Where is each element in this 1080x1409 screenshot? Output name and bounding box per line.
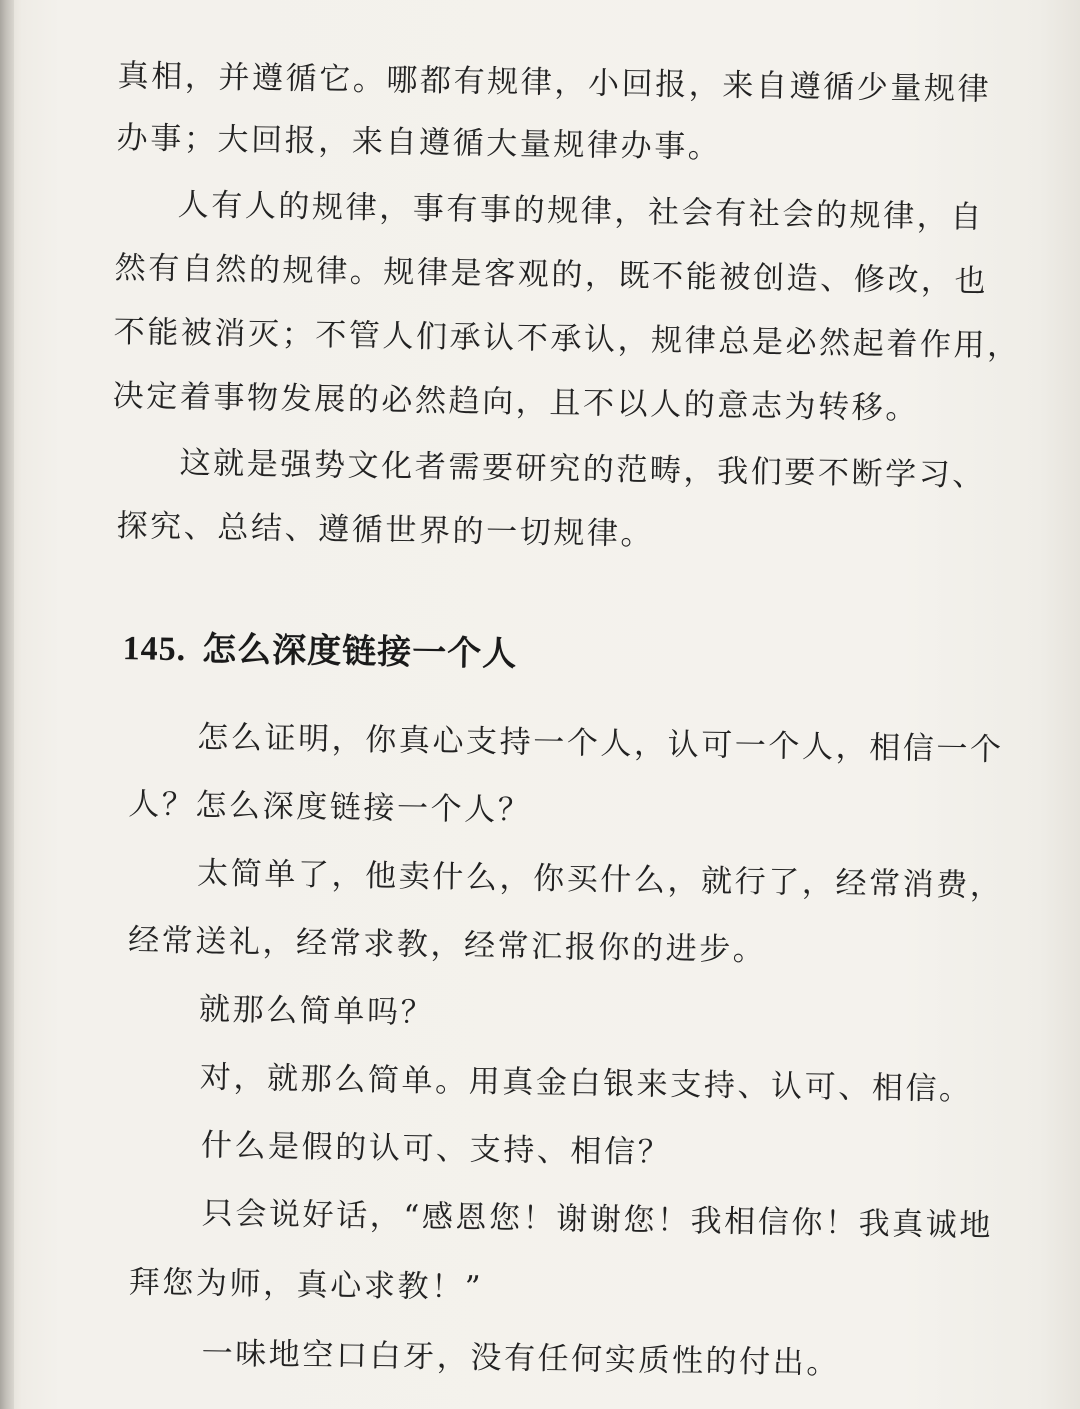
text-line: 探究、总结、遵循世界的一切规律。 xyxy=(116,508,655,553)
text-line: 办事；大回报，来自遵循大量规律办事。 xyxy=(116,119,722,166)
text-line: 就那么简单吗？ xyxy=(198,991,435,1032)
text-line: 人有人的规律，事有事的规律，社会有社会的规律，自 xyxy=(177,186,985,236)
section-heading xyxy=(122,626,517,677)
text-line: 什么是假的认可、支持、相信？ xyxy=(200,1127,672,1171)
text-line: 拜您为师，真心求教！” xyxy=(128,1264,484,1306)
section-title: 怎么深度链接一个人 xyxy=(201,629,518,675)
text-line: 真相，并遵循它。哪都有规律，小回报，来自遵循少量规律 xyxy=(117,57,992,108)
text-line: 这就是强势文化者需要研究的范畴，我们要不断学习、 xyxy=(179,445,987,494)
text-line: 一味地空口白牙，没有任何实质性的付出。 xyxy=(201,1335,841,1382)
text-line: 决定着事物发展的必然趋向，且不以人的意志为转移。 xyxy=(112,377,920,427)
text-line: 太简单了，他卖什么，你买什么，就行了，经常消费， xyxy=(196,855,1004,905)
text-line: 经常送礼，经常求教，经常汇报你的进步。 xyxy=(127,922,767,969)
page-text-block xyxy=(97,56,1022,1409)
page-spine-shadow xyxy=(0,0,14,1409)
text-line: 只会说好话，“感恩您！谢谢您！我相信你！我真诚地 xyxy=(201,1195,994,1244)
text-line: 不能被消灭；不管人们承认不承认，规律总是必然起着作用， xyxy=(113,313,1022,365)
text-line: 人？怎么深度链接一个人？ xyxy=(127,786,532,829)
text-line: 然有自然的规律。规律是客观的，既不能被创造、修改，也 xyxy=(114,249,989,300)
text-line: 怎么证明，你真心支持一个人，认可一个人，相信一个 xyxy=(197,719,1004,768)
section-number: 145. xyxy=(122,630,187,669)
text-line: 对，就那么简单。用真金白银来支持、认可、相信。 xyxy=(199,1059,973,1108)
